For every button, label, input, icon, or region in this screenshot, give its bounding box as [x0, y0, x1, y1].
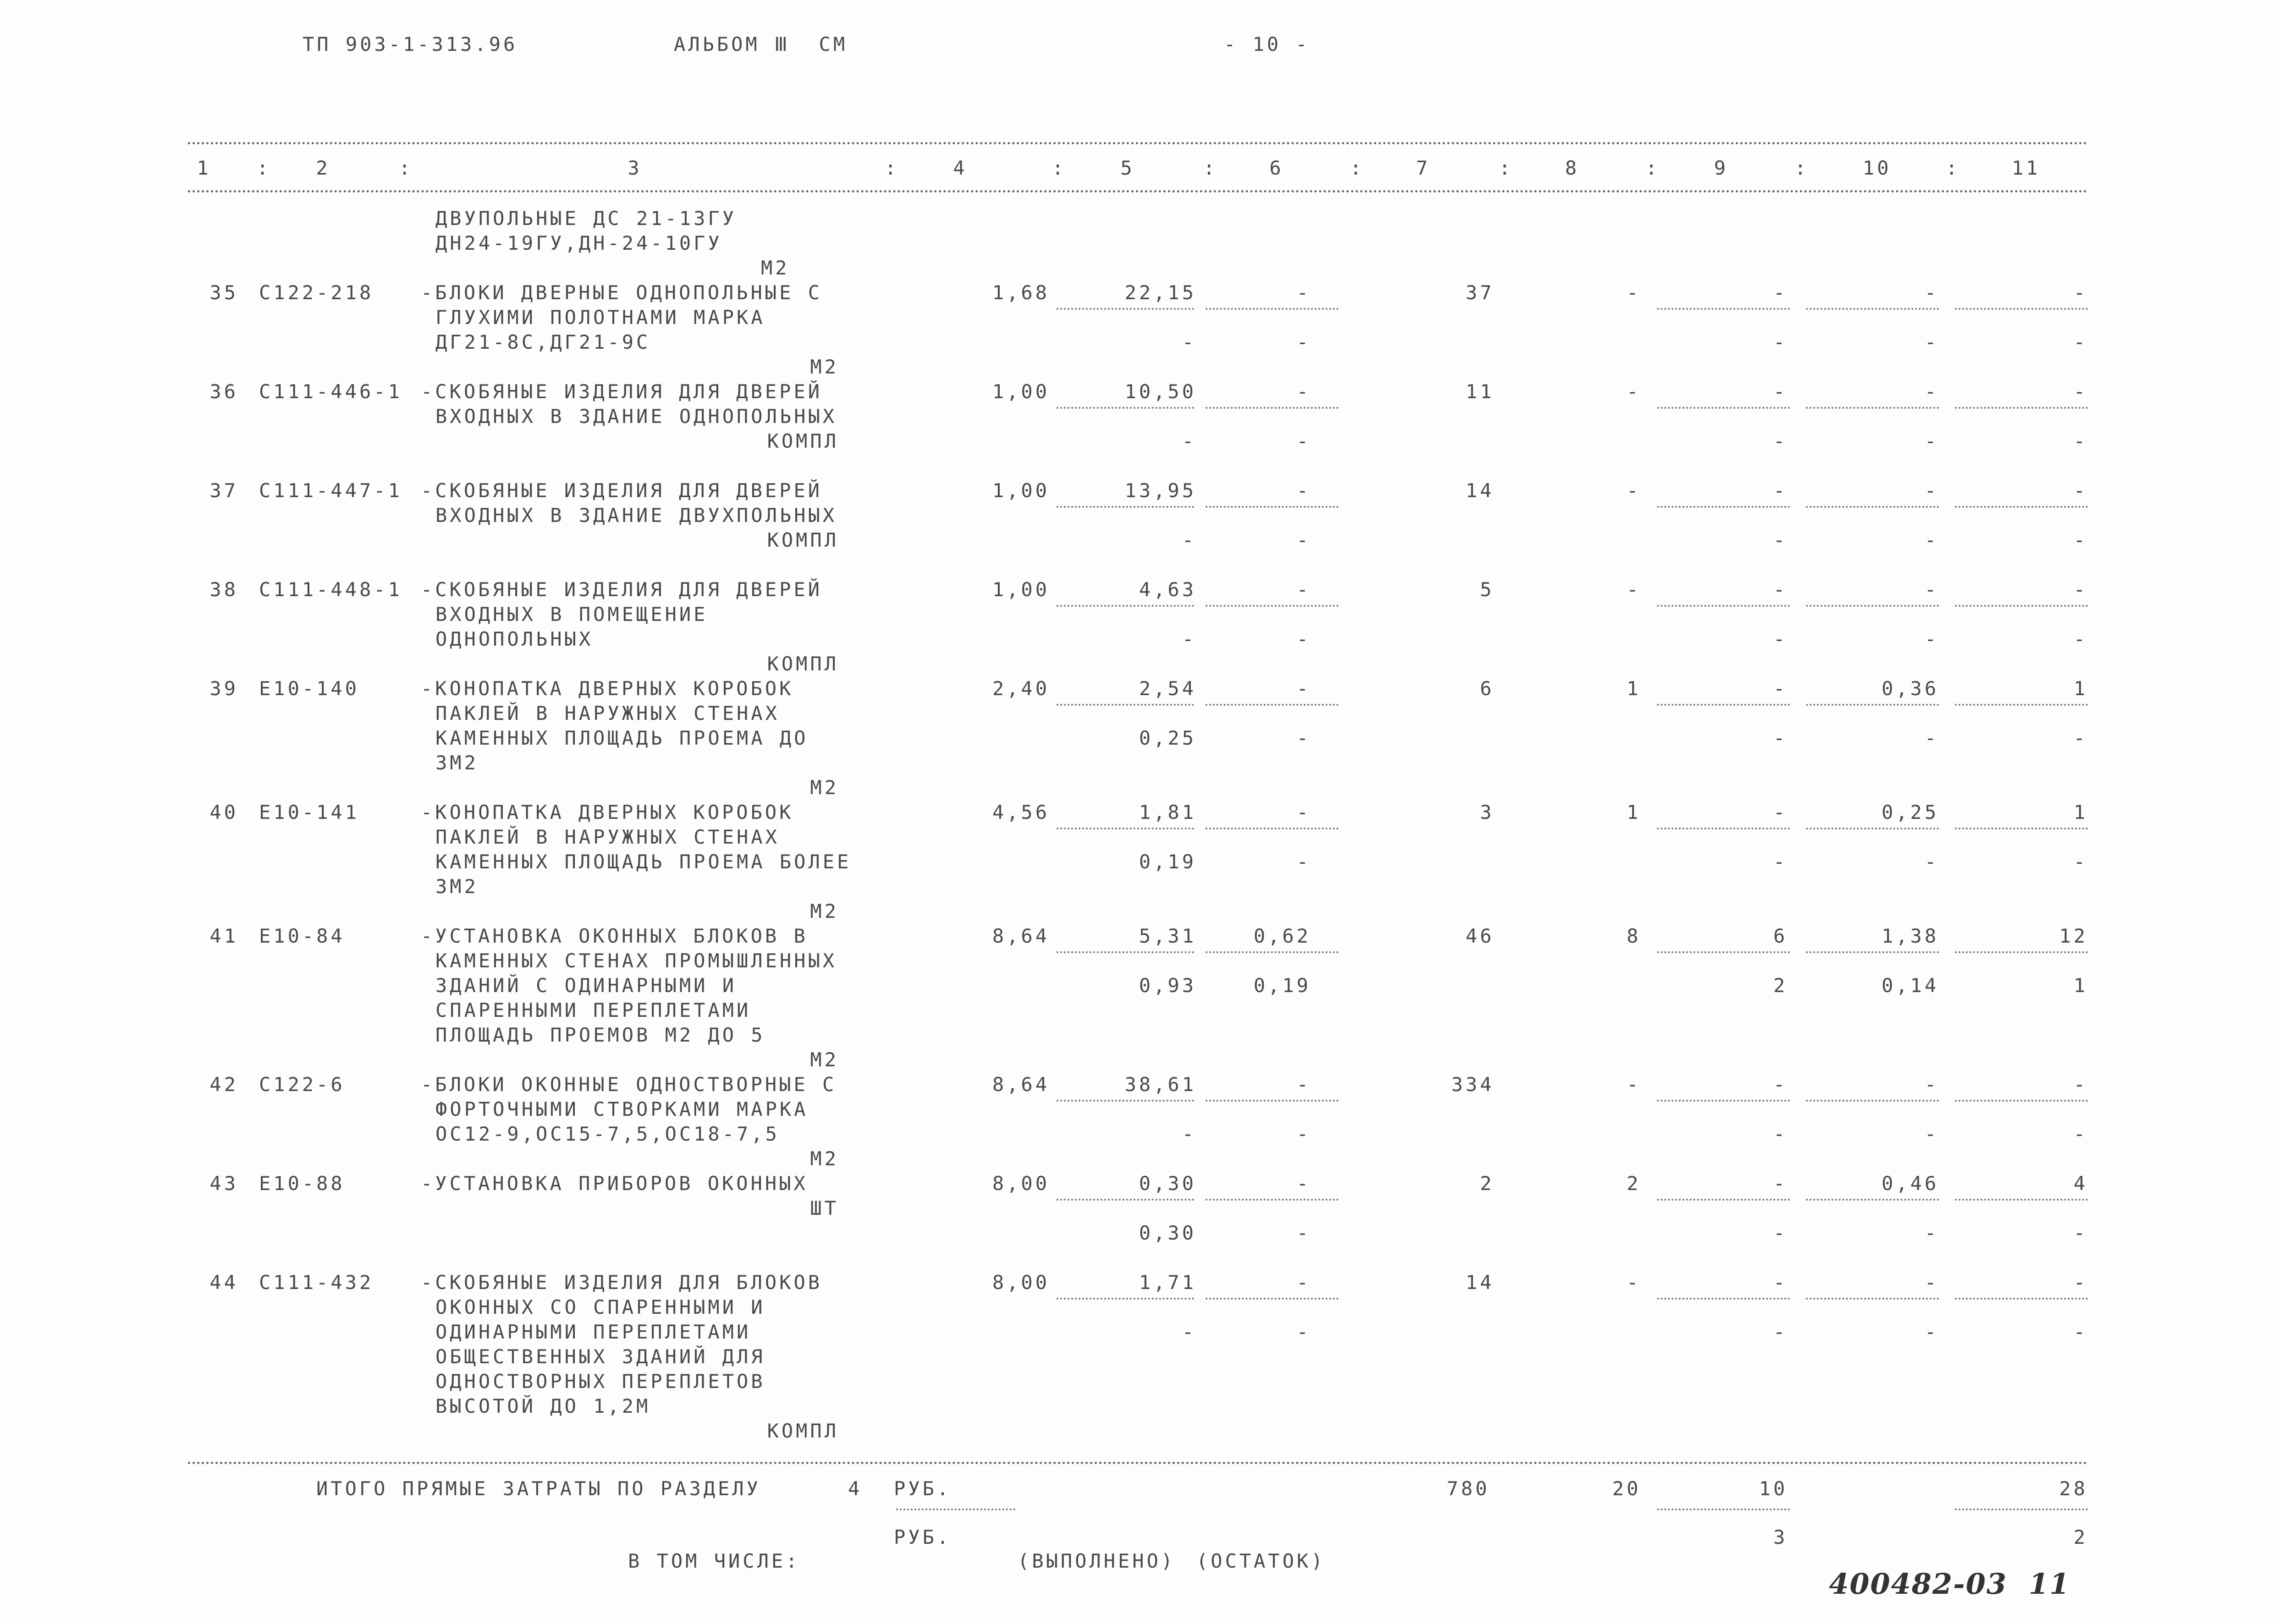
row-unit: КОМПЛ	[767, 1420, 839, 1442]
row-c11-rule	[1955, 605, 2088, 607]
row-c9-rule	[1657, 1298, 1790, 1300]
row-description-line: ОДНОПОЛЬНЫХ	[435, 628, 594, 650]
row-c8: -	[1626, 578, 1641, 601]
row-c11-bottom: -	[2073, 1222, 2088, 1244]
row-c10-bottom: -	[1924, 430, 1939, 452]
row-c5-bottom: -	[1182, 529, 1196, 551]
row-number: 43	[209, 1172, 238, 1195]
row-c6-rule	[1206, 704, 1338, 706]
row-c5-top: 1,81	[1139, 801, 1196, 823]
row-c10-top: 0,36	[1881, 677, 1939, 700]
row-description-line: ПЛОЩАДЬ ПРОЕМОВ М2 ДО 5	[435, 1024, 765, 1046]
row-description-line: ПАКЛЕЙ В НАРУЖНЫХ СТЕНАХ	[435, 826, 780, 848]
row-quantity: 1,68	[992, 281, 1050, 304]
row-c9-rule	[1657, 308, 1790, 310]
row-c9-bottom: -	[1773, 430, 1788, 452]
row-c11-top: -	[2073, 1073, 2088, 1096]
row-unit: М2	[810, 776, 839, 799]
row-c11-bottom: -	[2073, 727, 2088, 749]
row-c9-bottom: -	[1773, 628, 1788, 650]
totals-label: ИТОГО ПРЯМЫЕ ЗАТРАТЫ ПО РАЗДЕЛУ	[316, 1477, 761, 1500]
row-c10-bottom: -	[1924, 529, 1939, 551]
row-description-line: -СКОБЯНЫЕ ИЗДЕЛИЯ ДЛЯ ДВЕРЕЙ	[421, 380, 823, 403]
row-c7: 2	[1480, 1172, 1494, 1195]
row-c10-rule	[1806, 1199, 1939, 1201]
column-header-c6: 6	[1269, 157, 1284, 179]
row-description-line: -СКОБЯНЫЕ ИЗДЕЛИЯ ДЛЯ ДВЕРЕЙ	[421, 479, 823, 502]
row-c10-top: -	[1924, 578, 1939, 601]
row-description-line: ПАКЛЕЙ В НАРУЖНЫХ СТЕНАХ	[435, 702, 780, 724]
row-description-line: КАМЕННЫХ ПЛОЩАДЬ ПРОЕМА ДО	[435, 727, 809, 749]
row-c5-top: 2,54	[1139, 677, 1196, 700]
totals-c9-rule	[1657, 1509, 1790, 1510]
row-c6-bottom: -	[1296, 850, 1311, 873]
row-c5-top: 4,63	[1139, 578, 1196, 601]
totals-unit-rule	[896, 1509, 1015, 1510]
row-c9-top: -	[1773, 281, 1788, 304]
row-c10-rule	[1806, 605, 1939, 607]
row-quantity: 1,00	[992, 578, 1050, 601]
row-c6-top: -	[1296, 578, 1311, 601]
row-c10-bottom: 0,14	[1881, 974, 1939, 997]
column-separator: :	[1203, 157, 1218, 179]
row-description-line: ОБЩЕСТВЕННЫХ ЗДАНИЙ ДЛЯ	[435, 1345, 765, 1368]
including-label: В ТОМ ЧИСЛЕ:	[628, 1550, 800, 1572]
row-number: 38	[209, 578, 238, 601]
row-quantity: 8,00	[992, 1271, 1050, 1294]
totals-c9-bottom: 3	[1773, 1526, 1788, 1548]
column-header-c1: 1	[197, 157, 211, 179]
row-c10-rule	[1806, 506, 1939, 508]
row-c5-rule	[1057, 506, 1194, 508]
row-c5-rule	[1057, 605, 1194, 607]
row-c7: 14	[1465, 1271, 1494, 1294]
row-c5-top: 5,31	[1139, 925, 1196, 947]
row-c11-bottom: -	[2073, 628, 2088, 650]
row-unit: КОМПЛ	[767, 430, 839, 452]
row-c5-bottom: -	[1182, 430, 1196, 452]
row-c11-bottom: -	[2073, 1321, 2088, 1343]
row-c11-top: -	[2073, 1271, 2088, 1294]
row-description-line: -БЛОКИ ДВЕРНЫЕ ОДНОПОЛЬНЫЕ С	[421, 281, 823, 304]
row-c7: 3	[1480, 801, 1494, 823]
row-quantity: 8,64	[992, 925, 1050, 947]
row-c11-rule	[1955, 828, 2088, 829]
row-c5-bottom: -	[1182, 628, 1196, 650]
column-header-c11: 11	[2011, 157, 2041, 179]
row-description-line: ВХОДНЫХ В ЗДАНИЕ ОДНОПОЛЬНЫХ	[435, 405, 837, 428]
row-c5-rule	[1057, 407, 1194, 409]
row-number: 39	[209, 677, 238, 700]
page-number: - 10 -	[1224, 33, 1310, 55]
table-bottom-rule	[188, 1462, 2088, 1464]
row-c9-bottom: -	[1773, 1123, 1788, 1145]
row-description-line: КАМЕННЫХ ПЛОЩАДЬ ПРОЕМА БОЛЕЕ	[435, 850, 852, 873]
row-description-line: ОДИНАРНЫМИ ПЕРЕПЛЕТАМИ	[435, 1321, 751, 1343]
row-description-line: ДГ21-8С,ДГ21-9С	[435, 331, 651, 353]
intro-line: ДН24-19ГУ,ДН-24-10ГУ	[435, 232, 722, 254]
row-description-line: ОКОННЫХ СО СПАРЕННЫМИ И	[435, 1296, 765, 1318]
row-c10-top: -	[1924, 1073, 1939, 1096]
row-description-line: -СКОБЯНЫЕ ИЗДЕЛИЯ ДЛЯ БЛОКОВ	[421, 1271, 823, 1294]
column-header-c9: 9	[1714, 157, 1729, 179]
row-c5-top: 10,50	[1124, 380, 1196, 403]
row-c8: -	[1626, 1271, 1641, 1294]
row-description-line: ОДНОСТВОРНЫХ ПЕРЕПЛЕТОВ	[435, 1370, 765, 1393]
album-label: АЛЬБОМ Ⅲ СМ	[674, 33, 848, 55]
row-number: 37	[209, 479, 238, 502]
row-unit: КОМПЛ	[767, 653, 839, 675]
row-code: С111-432	[259, 1271, 374, 1294]
row-c11-rule	[1955, 1298, 2088, 1300]
row-c9-rule	[1657, 1100, 1790, 1102]
row-c10-rule	[1806, 407, 1939, 409]
row-c7: 11	[1465, 380, 1494, 403]
row-c10-bottom: -	[1924, 331, 1939, 353]
totals-section: 4	[848, 1477, 863, 1500]
row-c11-top: -	[2073, 380, 2088, 403]
row-c5-rule	[1057, 1199, 1194, 1201]
row-c6-top: -	[1296, 801, 1311, 823]
row-c6-top: -	[1296, 479, 1311, 502]
row-c6-rule	[1206, 308, 1338, 310]
row-c9-bottom: -	[1773, 727, 1788, 749]
row-c9-bottom: -	[1773, 1222, 1788, 1244]
row-c11-rule	[1955, 704, 2088, 706]
row-c11-top: -	[2073, 281, 2088, 304]
row-c10-rule	[1806, 951, 1939, 953]
row-c9-rule	[1657, 1199, 1790, 1201]
row-code: С122-218	[259, 281, 374, 304]
row-c10-rule	[1806, 1298, 1939, 1300]
row-c10-bottom: -	[1924, 850, 1939, 873]
row-c11-rule	[1955, 1100, 2088, 1102]
row-number: 35	[209, 281, 238, 304]
row-unit: КОМПЛ	[767, 529, 839, 551]
row-c9-bottom: -	[1773, 850, 1788, 873]
row-c9-top: -	[1773, 801, 1788, 823]
row-c11-top: -	[2073, 578, 2088, 601]
row-c5-top: 0,30	[1139, 1172, 1196, 1195]
row-c5-rule	[1057, 1298, 1194, 1300]
row-c5-bottom: 0,93	[1139, 974, 1196, 997]
row-quantity: 2,40	[992, 677, 1050, 700]
row-c5-bottom: -	[1182, 1321, 1196, 1343]
column-header-c10: 10	[1862, 157, 1892, 179]
row-c5-top: 1,71	[1139, 1271, 1196, 1294]
column-header-rule	[188, 190, 2088, 192]
row-description-line: ФОРТОЧНЫМИ СТВОРКАМИ МАРКА	[435, 1098, 809, 1120]
row-unit: М2	[810, 356, 839, 378]
row-c11-bottom: -	[2073, 331, 2088, 353]
row-c11-top: 4	[2073, 1172, 2088, 1195]
row-number: 41	[209, 925, 238, 947]
row-description-line: 3М2	[435, 875, 479, 898]
row-c5-top: 38,61	[1124, 1073, 1196, 1096]
column-header-c8: 8	[1565, 157, 1580, 179]
row-code: Е10-88	[259, 1172, 345, 1195]
row-quantity: 1,00	[992, 479, 1050, 502]
doc-code: ТП 903-1-313.96	[303, 33, 518, 55]
handwritten-note: 400482-03 11	[1829, 1567, 2070, 1601]
row-quantity: 8,00	[992, 1172, 1050, 1195]
row-c8: -	[1626, 479, 1641, 502]
row-c9-bottom: -	[1773, 1321, 1788, 1343]
row-c7: 37	[1465, 281, 1494, 304]
row-c9-bottom: -	[1773, 331, 1788, 353]
row-c9-top: -	[1773, 578, 1788, 601]
row-c9-rule	[1657, 951, 1790, 953]
row-c6-rule	[1206, 1298, 1338, 1300]
row-c11-bottom: -	[2073, 1123, 2088, 1145]
row-c9-rule	[1657, 828, 1790, 829]
row-number: 40	[209, 801, 238, 823]
row-c6-rule	[1206, 1199, 1338, 1201]
row-unit: ШТ	[810, 1197, 839, 1219]
column-header-c7: 7	[1416, 157, 1431, 179]
row-c9-top: -	[1773, 479, 1788, 502]
row-c9-top: -	[1773, 380, 1788, 403]
row-c10-bottom: -	[1924, 727, 1939, 749]
row-c10-top: -	[1924, 1271, 1939, 1294]
row-c5-bottom: 0,25	[1139, 727, 1196, 749]
row-c9-top: -	[1773, 1073, 1788, 1096]
remain-label: (ОСТАТОК)	[1196, 1550, 1326, 1572]
row-c6-bottom: -	[1296, 1321, 1311, 1343]
row-c6-bottom: -	[1296, 628, 1311, 650]
column-separator: :	[257, 157, 271, 179]
column-separator: :	[399, 157, 413, 179]
row-code: С122-6	[259, 1073, 345, 1096]
done-label: (ВЫПОЛНЕНО)	[1018, 1550, 1176, 1572]
row-c8: 8	[1626, 925, 1641, 947]
row-description-line: ГЛУХИМИ ПОЛОТНАМИ МАРКА	[435, 306, 765, 329]
row-code: С111-447-1	[259, 479, 402, 502]
row-c10-bottom: -	[1924, 1123, 1939, 1145]
row-c9-bottom: 2	[1773, 974, 1788, 997]
row-c10-bottom: -	[1924, 1222, 1939, 1244]
row-quantity: 1,00	[992, 380, 1050, 403]
row-unit: М2	[810, 900, 839, 922]
row-c7: 46	[1465, 925, 1494, 947]
row-description-line: ВХОДНЫХ В ЗДАНИЕ ДВУХПОЛЬНЫХ	[435, 504, 837, 527]
row-c11-top: 1	[2073, 677, 2088, 700]
row-c6-rule	[1206, 1100, 1338, 1102]
row-code: Е10-140	[259, 677, 360, 700]
row-c10-rule	[1806, 704, 1939, 706]
row-description-line: ОС12-9,ОС15-7,5,ОС18-7,5	[435, 1123, 780, 1145]
row-c8: 1	[1626, 677, 1641, 700]
row-code: Е10-141	[259, 801, 360, 823]
row-c9-top: -	[1773, 1172, 1788, 1195]
row-c9-top: -	[1773, 677, 1788, 700]
row-c10-top: -	[1924, 479, 1939, 502]
totals-c7: 780	[1447, 1477, 1490, 1500]
row-description-line: 3М2	[435, 752, 479, 774]
row-c5-rule	[1057, 704, 1194, 706]
row-c11-rule	[1955, 506, 2088, 508]
row-number: 44	[209, 1271, 238, 1294]
row-c5-rule	[1057, 828, 1194, 829]
row-c5-top: 13,95	[1124, 479, 1196, 502]
row-c9-rule	[1657, 506, 1790, 508]
row-c10-top: -	[1924, 281, 1939, 304]
row-c7: 6	[1480, 677, 1494, 700]
column-header-c4: 4	[953, 157, 968, 179]
row-c9-rule	[1657, 605, 1790, 607]
row-quantity: 8,64	[992, 1073, 1050, 1096]
row-c5-top: 22,15	[1124, 281, 1196, 304]
row-c6-bottom: -	[1296, 331, 1311, 353]
column-separator: :	[1052, 157, 1067, 179]
row-c5-bottom: -	[1182, 331, 1196, 353]
row-description-line: ВЫСОТОЙ ДО 1,2М	[435, 1395, 651, 1417]
row-c11-rule	[1955, 951, 2088, 953]
row-number: 42	[209, 1073, 238, 1096]
row-c10-bottom: -	[1924, 1321, 1939, 1343]
column-separator: :	[1795, 157, 1809, 179]
row-description-line: СПАРЕННЫМИ ПЕРЕПЛЕТАМИ	[435, 999, 751, 1021]
totals-unit-top: РУБ.	[894, 1477, 952, 1500]
column-header-c5: 5	[1120, 157, 1135, 179]
row-unit: М2	[810, 1048, 839, 1071]
row-c6-bottom: -	[1296, 529, 1311, 551]
totals-unit-bottom: РУБ.	[894, 1526, 952, 1548]
row-c6-top: -	[1296, 1271, 1311, 1294]
row-c8: -	[1626, 1073, 1641, 1096]
table-top-rule	[188, 142, 2088, 144]
intro-line: ДВУПОЛЬНЫЕ ДС 21-13ГУ	[435, 207, 737, 230]
row-c5-bottom: 0,19	[1139, 850, 1196, 873]
row-description-line: КАМЕННЫХ СТЕНАХ ПРОМЫШЛЕННЫХ	[435, 949, 837, 972]
row-c10-rule	[1806, 1100, 1939, 1102]
row-c6-rule	[1206, 951, 1338, 953]
row-c11-top: -	[2073, 479, 2088, 502]
row-number: 36	[209, 380, 238, 403]
row-c10-rule	[1806, 308, 1939, 310]
row-c6-rule	[1206, 506, 1338, 508]
row-description-line: -УСТАНОВКА ПРИБОРОВ ОКОННЫХ	[421, 1172, 808, 1195]
row-c5-rule	[1057, 1100, 1194, 1102]
row-c6-bottom: -	[1296, 1123, 1311, 1145]
row-c10-top: -	[1924, 380, 1939, 403]
row-c11-top: 1	[2073, 801, 2088, 823]
column-separator: :	[1350, 157, 1365, 179]
row-c8: -	[1626, 380, 1641, 403]
row-c5-rule	[1057, 951, 1194, 953]
row-c6-bottom: -	[1296, 430, 1311, 452]
column-separator: :	[1646, 157, 1660, 179]
row-description-line: -СКОБЯНЫЕ ИЗДЕЛИЯ ДЛЯ ДВЕРЕЙ	[421, 578, 823, 601]
column-header-c2: 2	[316, 157, 330, 179]
row-c6-bottom: -	[1296, 727, 1311, 749]
row-c11-rule	[1955, 308, 2088, 310]
row-c5-rule	[1057, 308, 1194, 310]
row-c11-bottom: -	[2073, 529, 2088, 551]
row-c6-bottom: 0,19	[1253, 974, 1311, 997]
row-c8: -	[1626, 281, 1641, 304]
totals-c9-top: 10	[1759, 1477, 1788, 1500]
row-code: С111-448-1	[259, 578, 402, 601]
row-description-line: -КОНОПАТКА ДВЕРНЫХ КОРОБОК	[421, 801, 794, 823]
column-header-c3: 3	[628, 157, 642, 179]
row-c6-rule	[1206, 605, 1338, 607]
row-c9-top: 6	[1773, 925, 1788, 947]
intro-unit: М2	[761, 257, 790, 279]
row-c11-bottom: -	[2073, 850, 2088, 873]
totals-c8: 20	[1612, 1477, 1641, 1500]
row-c6-top: 0,62	[1253, 925, 1311, 947]
row-description-line: -УСТАНОВКА ОКОННЫХ БЛОКОВ В	[421, 925, 808, 947]
row-c9-top: -	[1773, 1271, 1788, 1294]
row-code: Е10-84	[259, 925, 345, 947]
row-quantity: 4,56	[992, 801, 1050, 823]
row-c11-rule	[1955, 1199, 2088, 1201]
row-description-line: -КОНОПАТКА ДВЕРНЫХ КОРОБОК	[421, 677, 794, 700]
column-separator: :	[885, 157, 899, 179]
row-code: С111-446-1	[259, 380, 402, 403]
row-c6-rule	[1206, 407, 1338, 409]
row-description-line: -БЛОКИ ОКОННЫЕ ОДНОСТВОРНЫЕ С	[421, 1073, 837, 1096]
row-c9-rule	[1657, 407, 1790, 409]
row-c11-bottom: 1	[2073, 974, 2088, 997]
row-c6-top: -	[1296, 1172, 1311, 1195]
row-c6-rule	[1206, 828, 1338, 829]
row-c10-bottom: -	[1924, 628, 1939, 650]
row-c9-bottom: -	[1773, 529, 1788, 551]
row-c7: 14	[1465, 479, 1494, 502]
row-c7: 5	[1480, 578, 1494, 601]
totals-c11-top: 28	[2059, 1477, 2088, 1500]
row-c11-top: 12	[2059, 925, 2088, 947]
row-c6-bottom: -	[1296, 1222, 1311, 1244]
column-separator: :	[1946, 157, 1960, 179]
row-c6-top: -	[1296, 1073, 1311, 1096]
row-c10-top: 0,25	[1881, 801, 1939, 823]
column-separator: :	[1499, 157, 1514, 179]
row-c9-rule	[1657, 704, 1790, 706]
row-c8: 1	[1626, 801, 1641, 823]
row-c6-top: -	[1296, 677, 1311, 700]
row-c6-top: -	[1296, 281, 1311, 304]
row-description-line: ВХОДНЫХ В ПОМЕЩЕНИЕ	[435, 603, 708, 625]
totals-c11-rule	[1955, 1509, 2088, 1510]
row-c10-top: 0,46	[1881, 1172, 1939, 1195]
row-c10-top: 1,38	[1881, 925, 1939, 947]
row-c11-bottom: -	[2073, 430, 2088, 452]
row-c8: 2	[1626, 1172, 1641, 1195]
row-c5-bottom: 0,30	[1139, 1222, 1196, 1244]
row-c6-top: -	[1296, 380, 1311, 403]
row-c11-rule	[1955, 407, 2088, 409]
totals-c11-bottom: 2	[2073, 1526, 2088, 1548]
row-description-line: ЗДАНИЙ С ОДИНАРНЫМИ И	[435, 974, 737, 997]
row-c7: 334	[1451, 1073, 1494, 1096]
row-unit: М2	[810, 1147, 839, 1170]
row-c5-bottom: -	[1182, 1123, 1196, 1145]
row-c10-rule	[1806, 828, 1939, 829]
